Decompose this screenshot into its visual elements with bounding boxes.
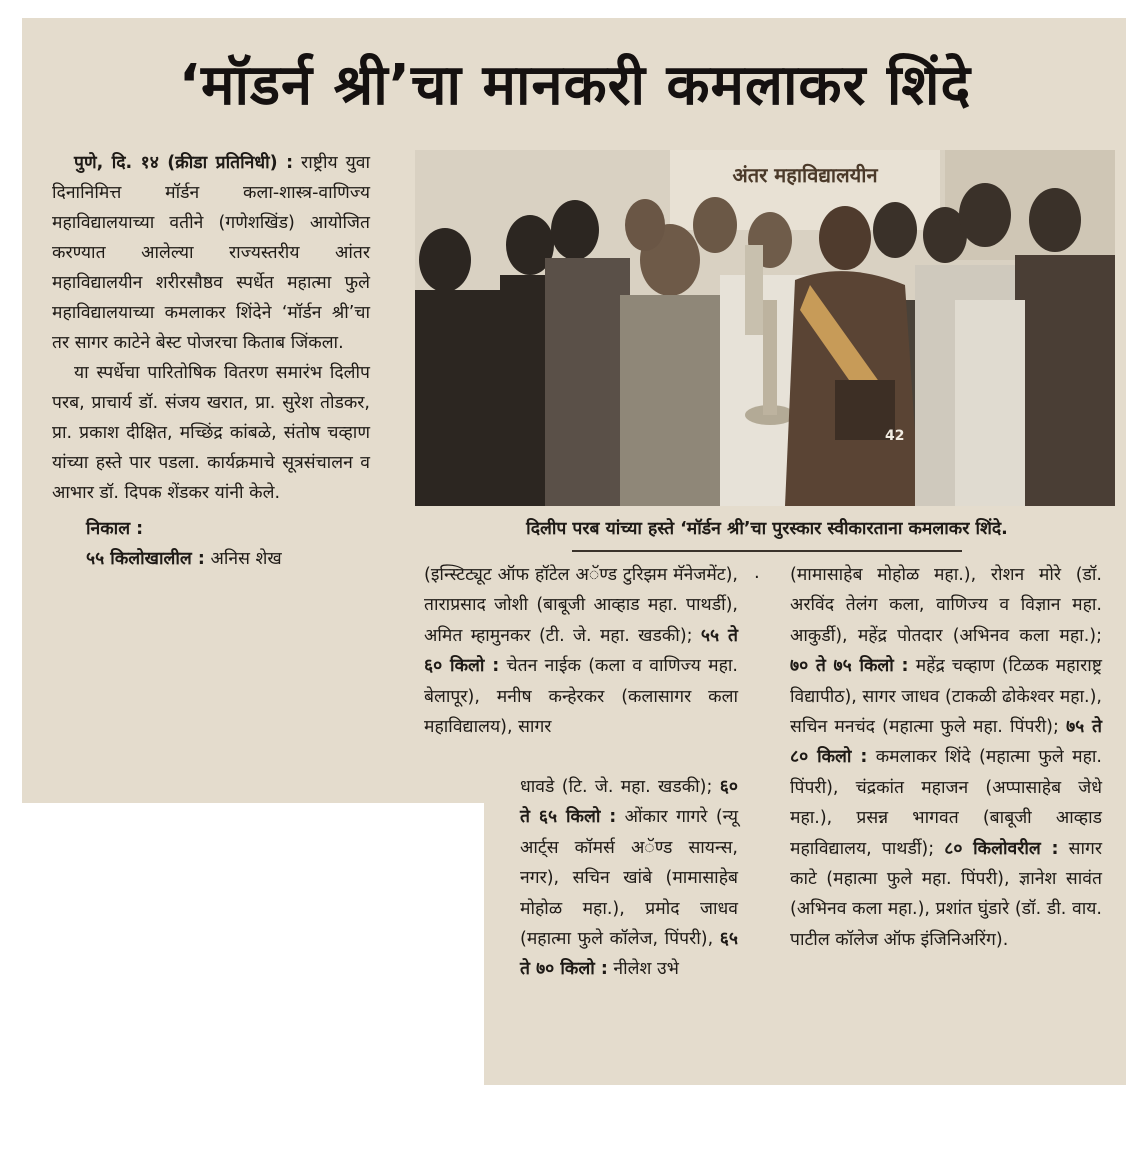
photo-illustration: [415, 150, 1115, 506]
middle-column-top: (इन्स्टिट्यूट ऑफ हॉटेल अॅण्ड टुरिझम मॅनेजमेंट), ताराप्रसाद जोशी (बाबूजी आव्हाड महा. पाथर्डी), अमित म्हामुनकर (टी. जे. महा. खडकी); ५५ ते ६० किलो : चेतन नाईक (कला व वाणिज्य महा. बेलापूर), मनीष कन्हेरकर (कलासागर कला महाविद्यालय), सागर: [424, 565, 738, 738]
dateline: पुणे, दि. १४ (क्रीडा प्रतिनिधी) :: [74, 153, 294, 173]
banner-text: अंतर महाविद्यालयीन: [732, 163, 878, 187]
photo-caption: दिलीप परब यांच्या हस्ते ‘मॉर्डन श्री’चा पुरस्कार स्वीकारताना कमलाकर शिंदे.: [526, 519, 1008, 539]
caption-divider: [572, 550, 962, 552]
middle-column-bottom: धावडे (टि. जे. महा. खडकी); ६० ते ६५ किलो : ओंकार गागरे (न्यू आर्ट्स कॉमर्स अॅण्ड सायन्स, नगर), सचिन खांबे (मामासाहेब मोहोळ महा.), प्रमोद जाधव (महात्मा फुले कॉलेज, पिंपरी), ६५ ते ७० किलो : नीलेश उभे: [520, 777, 738, 980]
news-photo: [415, 150, 1115, 506]
column-dot: .: [754, 562, 760, 583]
sash-number: 42: [885, 428, 905, 444]
para1-text: राष्ट्रीय युवा दिनानिमित्त मॉर्डन कला-शास्त्र-वाणिज्य महाविद्यालयाच्या वतीने (गणेशखिंड) आयोजित करण्यात आलेल्या राज्यस्तरीय आंतर महाविद्यालयीन शरीरसौष्ठव स्पर्धेत महात्मा फुले महाविद्यालयाच्या कमलाकर शिंदेने ‘मॉर्डन श्री’चा तर सागर काटेने बेस्ट पोजरचा किताब जिंकला.: [52, 153, 370, 353]
headline: ‘मॉडर्न श्री’चा मानकरी कमलाकर शिंदे: [178, 53, 972, 118]
results-label: निकाल :: [86, 519, 144, 539]
right-column: (मामासाहेब मोहोळ महा.), रोशन मोरे (डॉ. अरविंद तेलंग कला, वाणिज्य व विज्ञान महा. आकुर्डी), महेंद्र पोतदार (अभिनव कला महा.); ७० ते ७५ किलो : महेंद्र चव्हाण (टिळक महाराष्ट्र विद्यापीठ), सागर जाधव (टाकळी ढोकेश्वर महा.), सचिन मनचंद (महात्मा फुले महा. पिंपरी); ७५ ते ८० किलो : कमलाकर शिंदे (महात्मा फुले महा. पिंपरी), चंद्रकांत महाजन (अप्पासाहेब जेधे महा.), प्रसन्न भागवत (बाबूजी आव्हाड महाविद्यालय, पाथर्डी); ८० किलोवरील : सागर काटे (महात्मा फुले महा. पिंपरी), ज्ञानेश सावंत (अभिनव कला महा.), प्रशांत घुंडारे (डॉ. डी. वाय. पाटील कॉलेज ऑफ इंजिनिअरिंग).: [790, 565, 1102, 950]
paragraph-intro: [52, 148, 370, 358]
left-column: [52, 148, 370, 574]
paragraph-ceremony: या स्पर्धेचा पारितोषिक वितरण समारंभ दिलीप परब, प्राचार्य डॉ. संजय खरात, प्रा. सुरेश तोडकर, प्रा. प्रकाश दीक्षित, मच्छिंद्र कांबळे, संतोष चव्हाण यांच्या हस्ते पार पडला. कार्यक्रमाचे सूत्रसंचालन व आभार डॉ. दिपक शेंडकर यांनी केले.: [52, 363, 370, 503]
results-first-line: ५५ किलोखालील : अनिस शेख: [86, 549, 282, 569]
